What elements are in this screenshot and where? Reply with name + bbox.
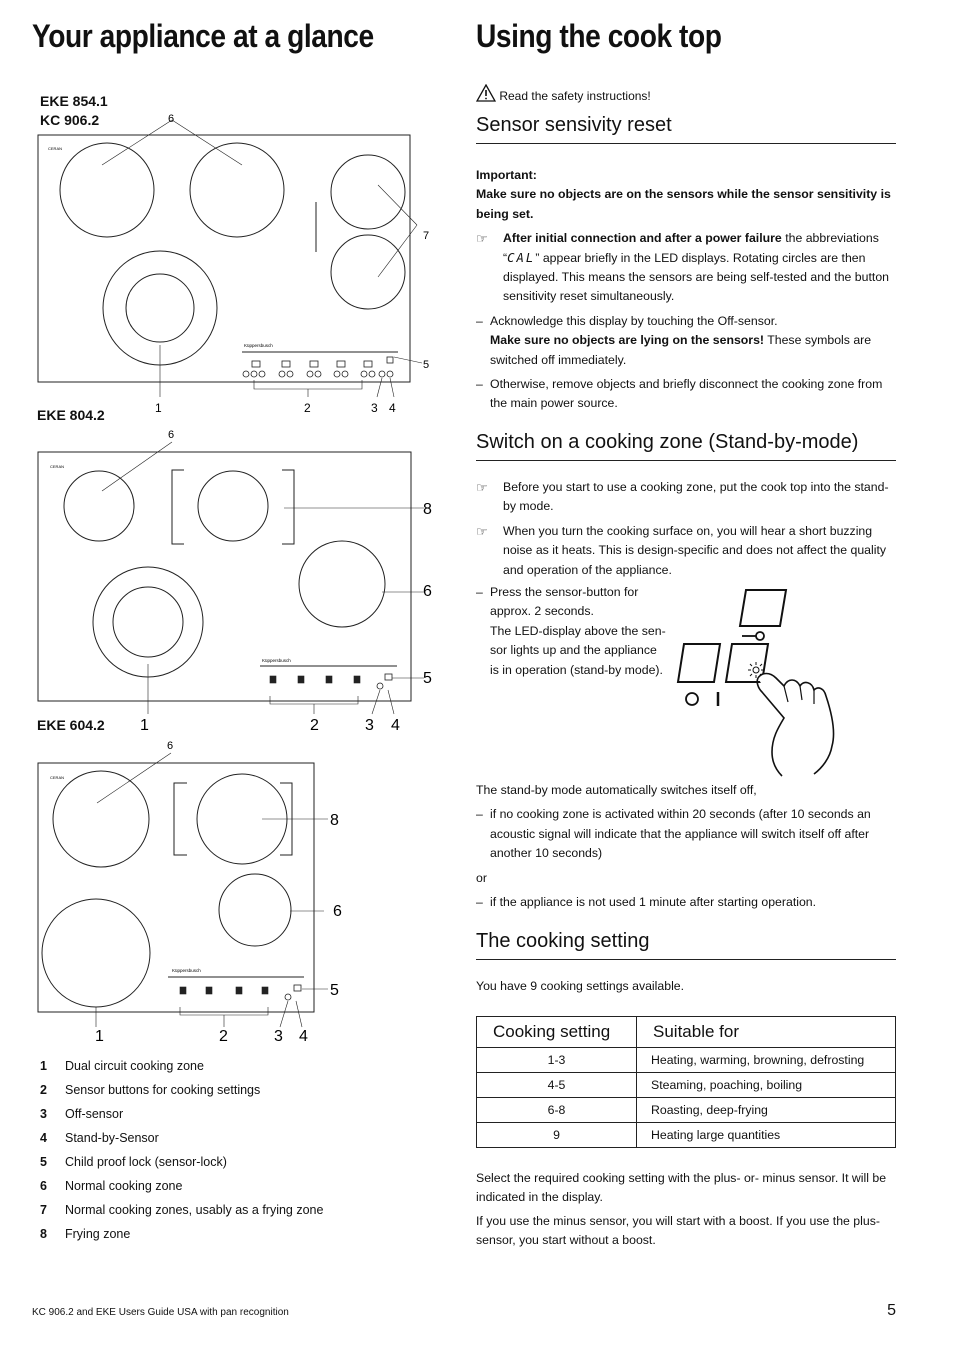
svg-text:2: 2	[219, 1028, 228, 1045]
svg-text:8: 8	[423, 501, 432, 518]
page-title-right: Using the cook top	[476, 18, 722, 54]
svg-text:1: 1	[95, 1028, 104, 1045]
model-label-2: EKE 804.2	[37, 407, 105, 423]
legend-list	[40, 1054, 323, 1246]
model-label-3: EKE 604.2	[37, 717, 105, 733]
svg-text:Küppersbusch: Küppersbusch	[172, 968, 201, 973]
section-heading-sensor-reset: Sensor sensivity reset	[476, 114, 896, 144]
cooking-setting-intro: You have 9 cooking settings available.	[476, 979, 685, 993]
svg-text:6: 6	[423, 583, 432, 600]
svg-text:5: 5	[423, 359, 430, 371]
svg-text:6: 6	[333, 903, 342, 920]
svg-text:Küppersbusch: Küppersbusch	[262, 658, 291, 663]
cooktop-diagram-eke604	[32, 735, 432, 1047]
sensor-reset-body: Important: Make sure no objects are on the sensors while the sensor sensitivity is being set. ☞ After initial connection and after a power failure the abbreviations “CAL” appear briefly in the LED displays. Rotating circles are then displayed. This means the sensors are being self-tested and the button sensitivity reset simultaneously. – Acknowledge this display by touching the Off-sensor. Make sure no objects are lying on the sensors! These symbols are switched off immediately. – Otherwise, remove objects and briefly disconnect the cooking zone from the main power source.	[476, 166, 896, 414]
legend-item: 8 Frying zone	[40, 1227, 131, 1241]
svg-text:6: 6	[167, 740, 174, 752]
svg-text:4: 4	[389, 401, 396, 415]
model-label-1: EKE 854.1 KC 906.2	[40, 93, 108, 128]
svg-text:4: 4	[391, 717, 400, 734]
safety-note: Read the safety instructions!	[476, 84, 896, 106]
cooking-settings-table	[476, 1016, 896, 1148]
svg-text:2: 2	[304, 401, 311, 415]
legend-item: 6 Normal cooking zone	[40, 1179, 183, 1193]
footer-text: KC 906.2 and EKE Users Guide USA with pan recognition	[32, 1307, 289, 1318]
press-sensor-instruction: – Press the sensor-button for approx. 2 seconds. The LED-display above the sen- sor lights up and the appliance is in operation (stand-by mode).	[476, 585, 666, 677]
svg-text:3: 3	[371, 401, 378, 415]
page-number: 5	[887, 1302, 896, 1319]
svg-text:7: 7	[423, 230, 430, 242]
svg-text:1: 1	[155, 401, 162, 415]
svg-text:5: 5	[330, 982, 339, 999]
svg-text:3: 3	[274, 1028, 283, 1045]
instruction-item: – Acknowledge this display by touching the Off-sensor. Make sure no objects are lying on the sensors! These symbols are switched off immediately.	[476, 313, 872, 367]
cooking-setting-paragraphs: Select the required cooking setting with the plus- or- minus sensor. It will be indicated in the display. If you use the minus sensor, you will start with a boost. If you use the plus-sensor, you start without a boost.	[476, 1171, 887, 1248]
svg-text:8: 8	[330, 812, 339, 829]
legend-item: 5 Child proof lock (sensor-lock)	[40, 1155, 227, 1169]
warning-icon	[476, 84, 496, 102]
table-row: 9 Heating large quantities	[477, 1123, 896, 1148]
page-title-left: Your appliance at a glance	[32, 18, 374, 54]
pointing-hand-icon: ☞	[476, 231, 488, 247]
svg-text:Küppersbusch: Küppersbusch	[244, 343, 273, 348]
section-heading-standby: Switch on a cooking zone (Stand-by-mode)	[476, 431, 896, 461]
standby-auto-off: The stand-by mode automatically switches itself off, – if no cooking zone is activated within 20 seconds (after 10 seconds an acoustic signal will indicate that the appliance will switch itself off after another 10 seconds) or – if the appliance is not used 1 minute after starting operation.	[476, 783, 871, 910]
legend-item: 7 Normal cooking zones, usably as a frying zone	[40, 1203, 324, 1217]
table-row: 4-5 Steaming, poaching, boiling	[477, 1073, 896, 1098]
svg-text:6: 6	[168, 113, 175, 125]
legend-item: 1 Dual circuit cooking zone	[40, 1059, 204, 1073]
cooktop-diagram-eke854	[32, 105, 432, 417]
svg-text:4: 4	[299, 1028, 308, 1045]
legend-item: 2 Sensor buttons for cooking settings	[40, 1083, 261, 1097]
table-row: 6-8 Roasting, deep-frying	[477, 1098, 896, 1123]
hint-item: ☞ Before you start to use a cooking zone, put the cook top into the stand-by mode.	[476, 480, 889, 514]
pointing-hand-icon: ☞	[476, 523, 488, 539]
legend-item: 3 Off-sensor	[40, 1107, 124, 1121]
svg-text:CERAN: CERAN	[50, 464, 65, 469]
svg-text:5: 5	[423, 670, 432, 687]
cooktop-diagram-eke804	[32, 424, 432, 736]
legend-item: 4 Stand-by-Sensor	[40, 1131, 159, 1145]
standby-hints	[476, 478, 896, 580]
hint-item: ☞ After initial connection and after a power failure the abbreviations “CAL” appear briefly in the LED displays. Rotating circles are then displayed. This means the sensors are being self-tested and the button sensitivity reset simultaneously.	[476, 231, 889, 304]
svg-text:CERAN: CERAN	[50, 775, 65, 780]
svg-text:3: 3	[365, 717, 374, 734]
svg-text:2: 2	[310, 717, 319, 734]
table-header-row: Cooking setting Suitable for	[477, 1017, 896, 1048]
svg-text:6: 6	[168, 429, 175, 441]
pointing-hand-icon: ☞	[476, 480, 488, 495]
hand-pressing-sensor-illustration	[672, 582, 842, 778]
instruction-item: – Otherwise, remove objects and briefly disconnect the cooking zone from the main power source.	[476, 377, 883, 411]
section-heading-cooking-setting: The cooking setting	[476, 930, 896, 960]
hint-item: ☞ When you turn the cooking surface on, you will hear a short buzzing noise as it heats. This is design-specific and does not affect the quality and operation of the appliance.	[476, 523, 887, 577]
svg-text:1: 1	[140, 717, 149, 734]
svg-text:CERAN: CERAN	[48, 146, 63, 151]
table-row: 1-3 Heating, warming, browning, defrosting	[477, 1048, 896, 1073]
